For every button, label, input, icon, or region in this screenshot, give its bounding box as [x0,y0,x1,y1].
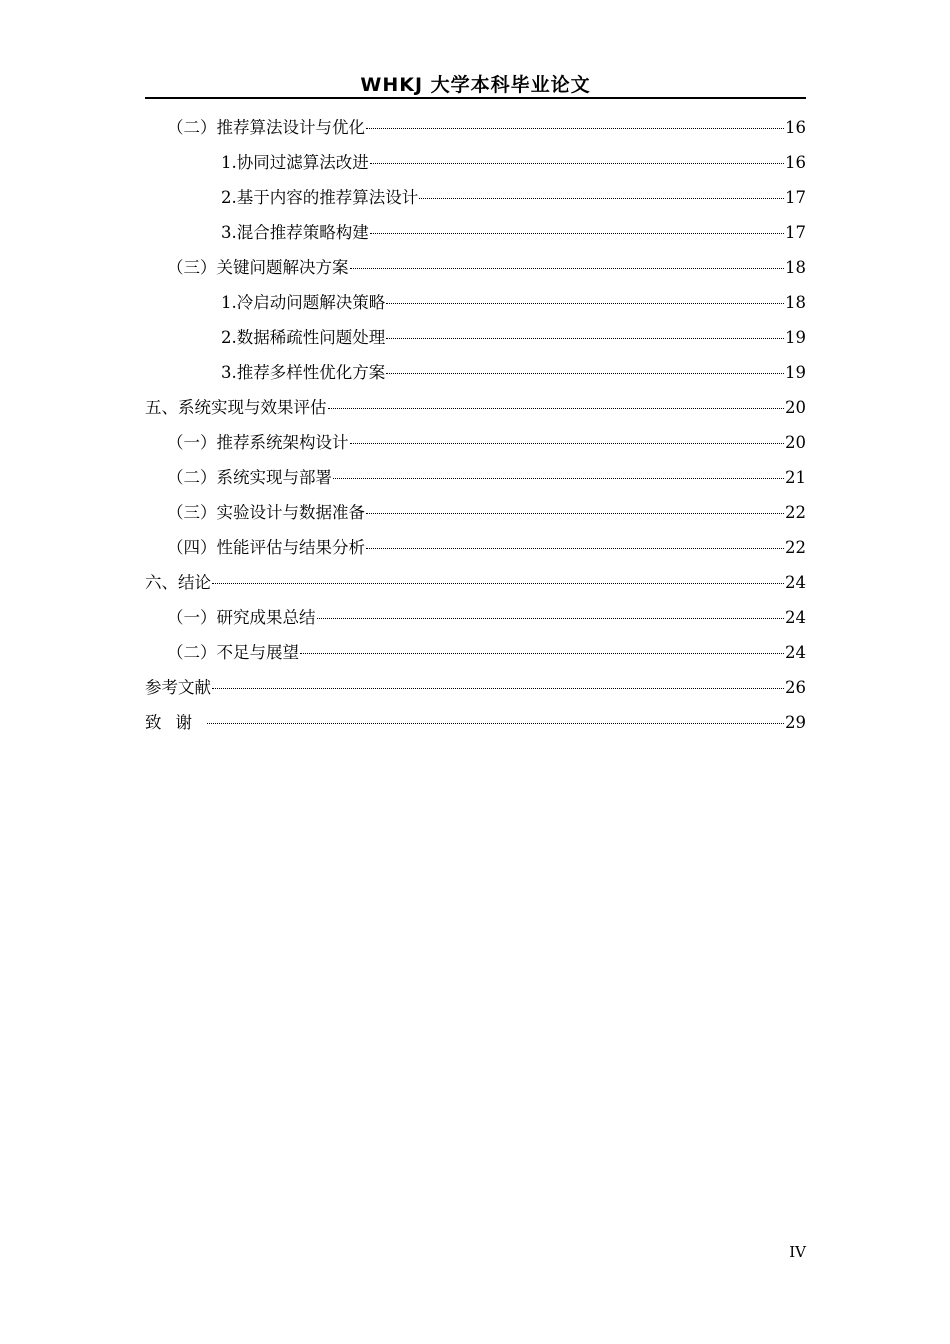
toc-entry-page: 24 [785,608,806,627]
toc-dot-leader [370,233,784,234]
toc-dot-leader [386,373,784,374]
toc-entry[interactable] [145,390,806,425]
toc-dot-leader [207,723,784,724]
toc-entry-page: 24 [785,643,806,662]
toc-entry[interactable] [145,635,806,670]
toc-entry[interactable] [145,355,806,390]
toc-entry-title: （二）不足与展望 [167,643,299,662]
table-of-contents [145,110,806,740]
page-number: IV [789,1243,806,1261]
toc-dot-leader [350,443,785,444]
toc-entry-page: 16 [785,153,806,172]
toc-entry[interactable] [145,110,806,145]
toc-entry-title: 3.混合推荐策略构建 [221,223,369,242]
toc-entry-title: 1.协同过滤算法改进 [221,153,369,172]
toc-dot-leader [350,268,785,269]
toc-dot-leader [300,653,784,654]
toc-entry-title: 五、系统实现与效果评估 [145,398,327,417]
toc-entry[interactable] [145,460,806,495]
toc-entry-title: 参考文献 [145,678,211,697]
toc-entry[interactable] [145,530,806,565]
toc-entry[interactable] [145,425,806,460]
toc-dot-leader [212,688,784,689]
toc-entry-page: 20 [785,398,806,417]
toc-entry-title: （三）关键问题解决方案 [167,258,349,277]
header-rule [145,97,806,99]
toc-entry-title: （二）系统实现与部署 [167,468,332,487]
toc-entry-page: 19 [785,363,806,382]
toc-dot-leader [328,408,785,409]
toc-entry-page: 16 [785,118,806,137]
toc-entry[interactable] [145,495,806,530]
toc-entry-title: （三）实验设计与数据准备 [167,503,365,522]
toc-entry-title: 1.冷启动问题解决策略 [221,293,386,312]
toc-entry-page: 22 [785,503,806,522]
toc-entry[interactable] [145,705,806,740]
toc-dot-leader [366,548,784,549]
toc-entry[interactable] [145,250,806,285]
toc-entry-page: 20 [785,433,806,452]
toc-entry-title: 致谢 [145,713,206,732]
toc-dot-leader [333,478,784,479]
toc-dot-leader [366,513,784,514]
toc-entry-page: 26 [785,678,806,697]
toc-entry-title: 3.推荐多样性优化方案 [221,363,386,382]
toc-entry[interactable] [145,285,806,320]
toc-entry-title: （一）推荐系统架构设计 [167,433,349,452]
toc-entry-title: 2.数据稀疏性问题处理 [221,328,386,347]
toc-entry-page: 19 [785,328,806,347]
toc-entry-title: （二）推荐算法设计与优化 [167,118,365,137]
toc-entry-title: 2.基于内容的推荐算法设计 [221,188,419,207]
toc-entry[interactable] [145,145,806,180]
toc-entry-page: 18 [785,293,806,312]
toc-entry[interactable] [145,600,806,635]
toc-dot-leader [366,128,784,129]
page-header-title: WHKJ 大学本科毕业论文 [360,74,591,96]
toc-dot-leader [212,583,784,584]
toc-dot-leader [386,338,784,339]
toc-dot-leader [419,198,784,199]
toc-dot-leader [370,163,784,164]
toc-entry[interactable] [145,565,806,600]
toc-entry-page: 21 [785,468,806,487]
toc-entry[interactable] [145,320,806,355]
toc-entry[interactable] [145,670,806,705]
toc-entry-page: 22 [785,538,806,557]
toc-entry-title: （四）性能评估与结果分析 [167,538,365,557]
toc-entry-page: 18 [785,258,806,277]
toc-entry-title: 六、结论 [145,573,211,592]
toc-entry-page: 17 [785,223,806,242]
toc-entry[interactable] [145,215,806,250]
toc-entry-page: 17 [785,188,806,207]
toc-entry-page: 24 [785,573,806,592]
toc-entry-page: 29 [785,713,806,732]
toc-dot-leader [317,618,785,619]
toc-dot-leader [386,303,784,304]
toc-entry-title: （一）研究成果总结 [167,608,316,627]
toc-entry[interactable] [145,180,806,215]
